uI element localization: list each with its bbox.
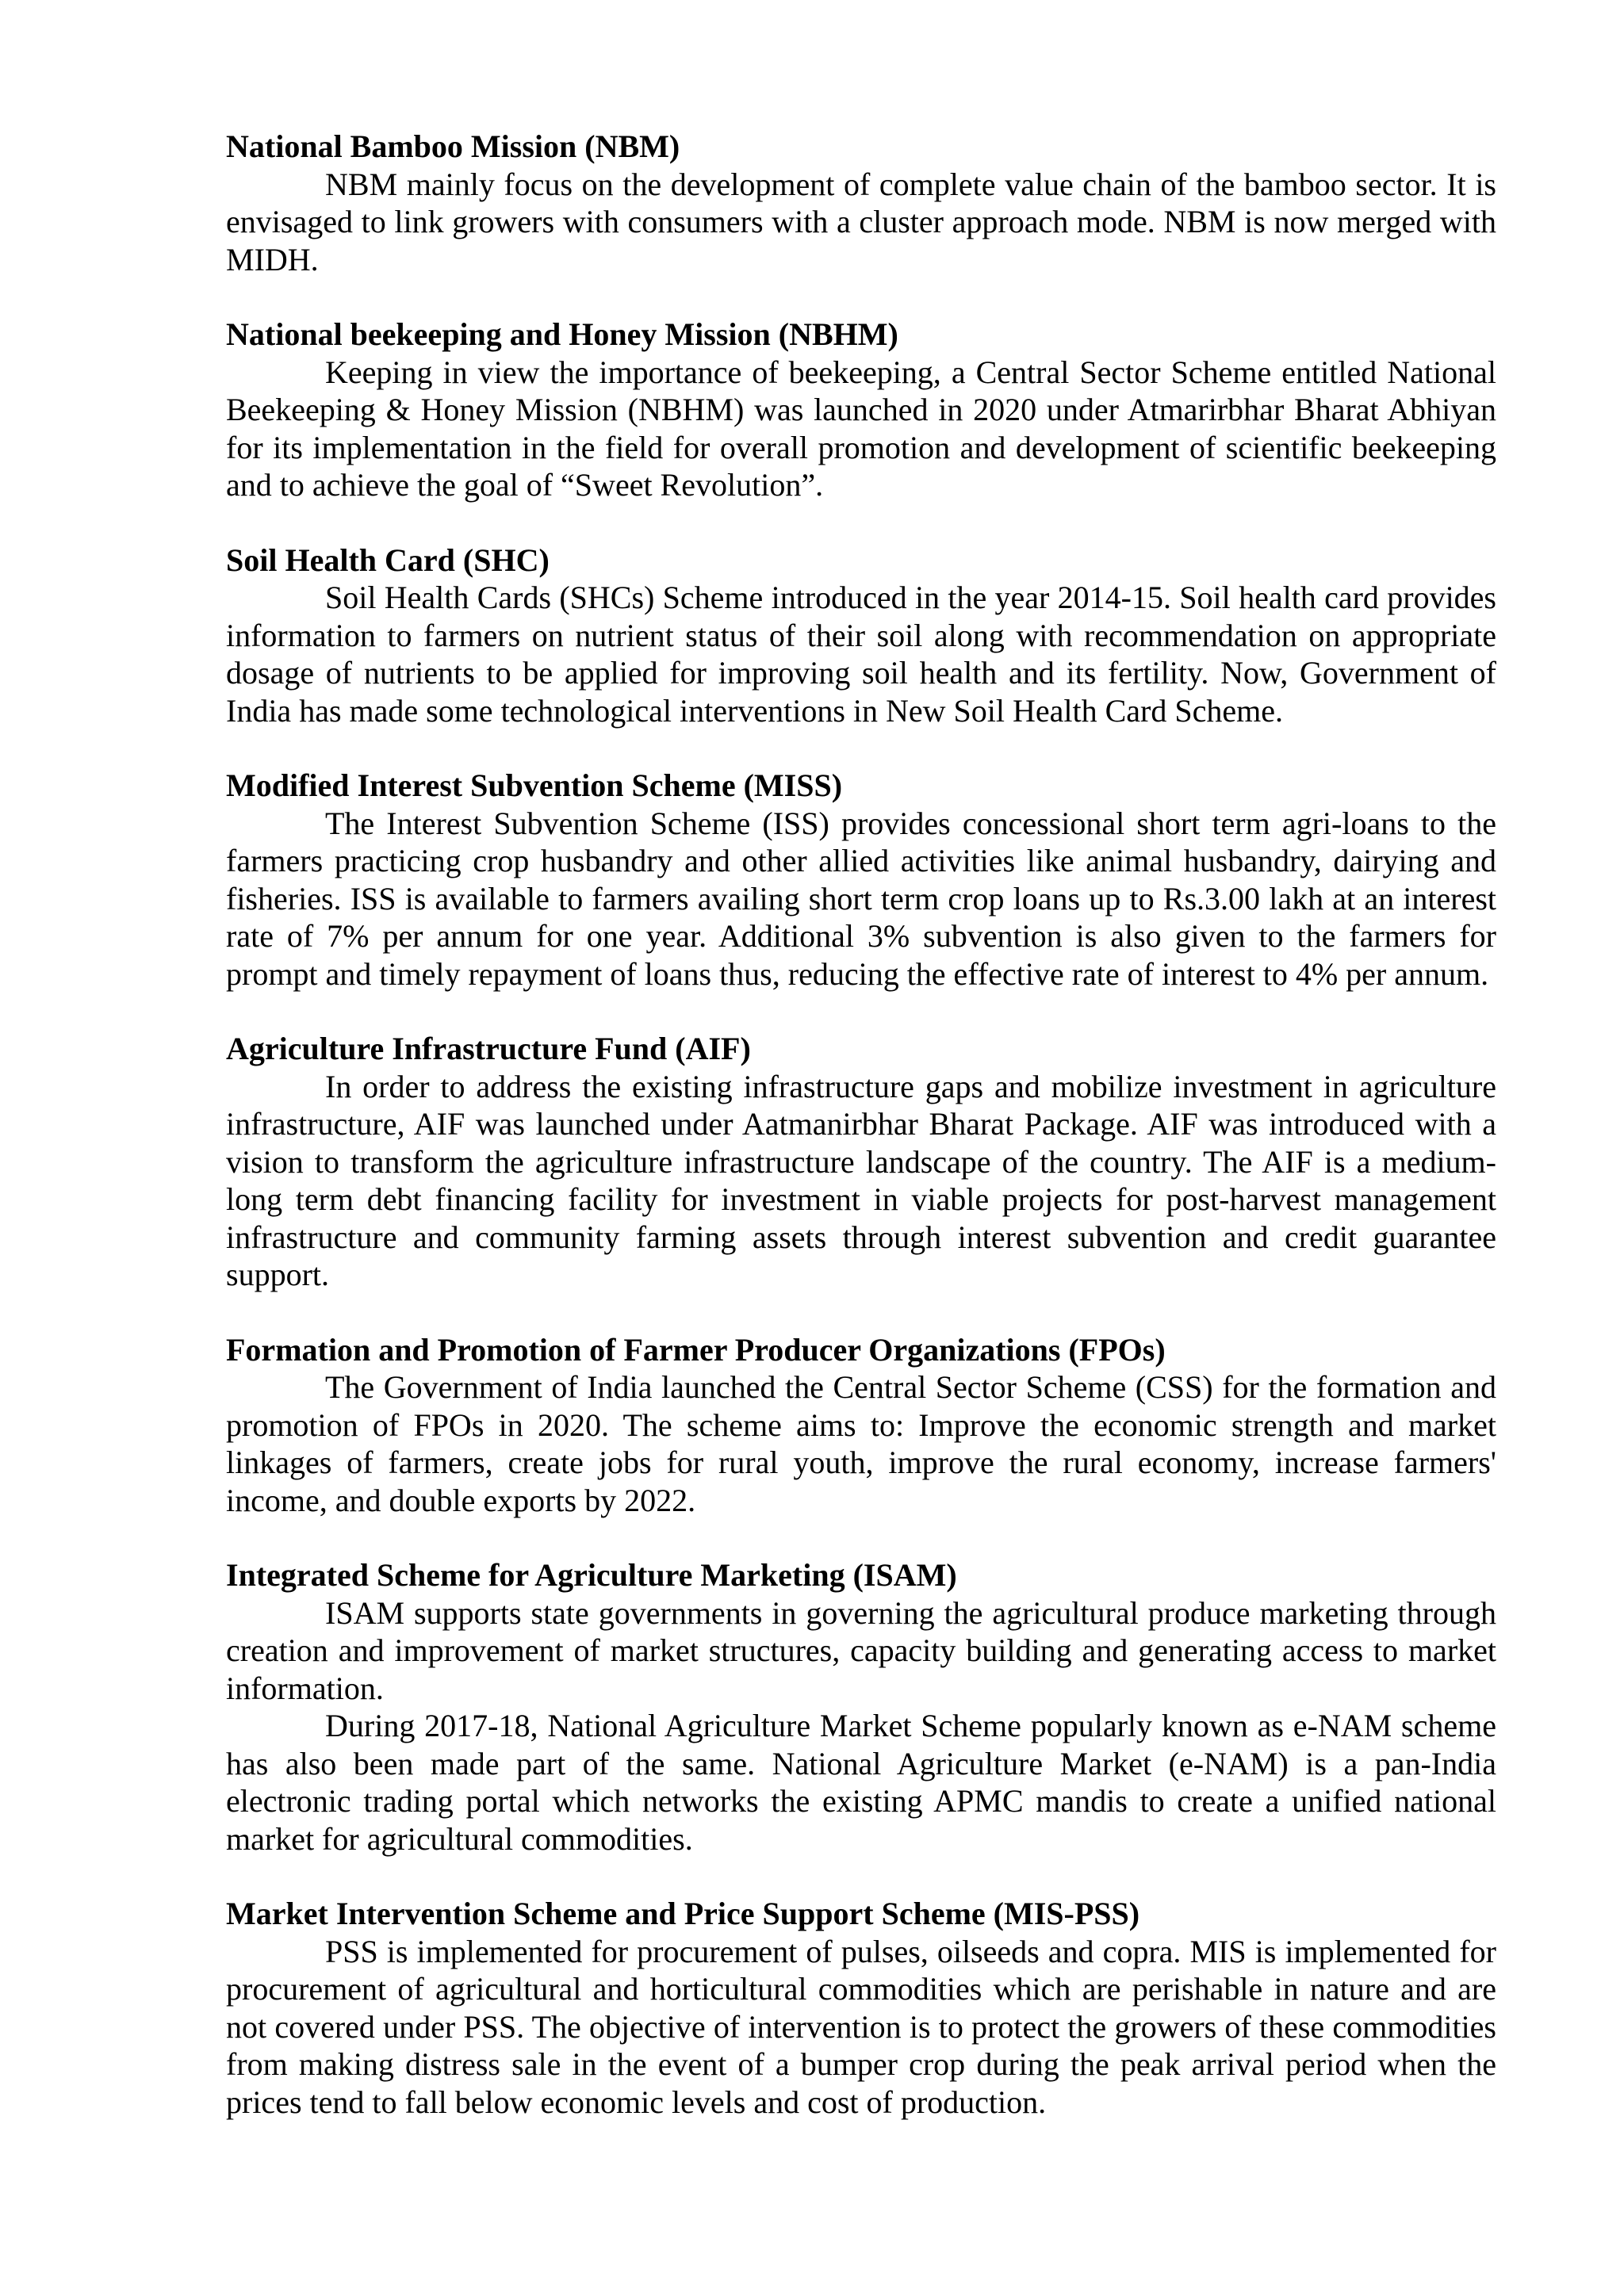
section-heading: Soil Health Card (SHC): [226, 541, 550, 578]
section-paragraph: ISAM supports state governments in governing the agricultural produce marketing through creation and improvement of market structures, capacity building and generating access to market information.: [226, 1594, 1496, 1706]
section-isam: [226, 1556, 1496, 1858]
section-paragraph: The Government of India launched the Central Sector Scheme (CSS) for the formation and promotion of FPOs in 2020. The scheme aims to: Improve the economic strength and market linkages of farmers, create jobs for rural youth, improve the rural economy, increase farmers' income, and double exports by 2022.: [226, 1369, 1496, 1518]
section-heading: Integrated Scheme for Agriculture Marketing (ISAM): [226, 1557, 957, 1593]
section-paragraph: NBM mainly focus on the development of complete value chain of the bamboo sector. It is envisaged to link growers with consumers with a cluster approach mode. NBM is now merged with MIDH.: [226, 166, 1496, 277]
section-miss: [226, 767, 1496, 993]
section-paragraph: During 2017-18, National Agriculture Market Scheme popularly known as e-NAM scheme has also been made part of the same. National Agriculture Market (e-NAM) is a pan-India electronic trading portal which networks the existing APMC mandis to create a unified national market for agricultural commodities.: [226, 1708, 1496, 1857]
section-heading: Agriculture Infrastructure Fund (AIF): [226, 1031, 751, 1066]
section-mis-pss: [226, 1895, 1496, 2121]
section-paragraph: Soil Health Cards (SHCs) Scheme introduced in the year 2014-15. Soil health card provides information to farmers on nutrient status of their soil along with recommendation on appropriate dosage of nutrients to be applied for improving soil health and its fertility. Now, Government of India has made some technological interventions in New Soil Health Card Scheme.: [226, 580, 1496, 729]
section-heading: National Bamboo Mission (NBM): [226, 128, 680, 164]
section-paragraph: The Interest Subvention Scheme (ISS) provides concessional short term agri-loans to the farmers practicing crop husbandry and other allied activities like animal husbandry, dairying and fisheries. ISS is available to farmers availing short term crop loans up to Rs.3.00 lakh at an interest rate of 7% per annum for one year. Additional 3% subvention is also given to the farmers for prompt and timely repayment of loans thus, reducing the effective rate of interest to 4% per annum.: [226, 805, 1496, 992]
section-aif: [226, 1030, 1496, 1294]
section-heading: Formation and Promotion of Farmer Producer Organizations (FPOs): [226, 1331, 1166, 1368]
section-heading: National beekeeping and Honey Mission (NBHM): [226, 316, 898, 352]
section-heading: Modified Interest Subvention Scheme (MISS): [226, 767, 843, 803]
section-nbm: [226, 128, 1496, 278]
section-fpo: [226, 1331, 1496, 1520]
section-shc: [226, 541, 1496, 730]
section-paragraph: PSS is implemented for procurement of pulses, oilseeds and copra. MIS is implemented for procurement of agricultural and horticultural commodities which are perishable in nature and are not covered under PSS. The objective of intervention is to protect the growers of these commodities from making distress sale in the event of a bumper crop during the peak arrival period when the prices tend to fall below economic levels and cost of production.: [226, 1933, 1496, 2120]
section-nbhm: [226, 316, 1496, 504]
section-paragraph: In order to address the existing infrastructure gaps and mobilize investment in agriculture infrastructure, AIF was launched under Aatmanirbhar Bharat Package. AIF was introduced with a vision to transform the agriculture infrastructure landscape of the country. The AIF is a medium-long term debt financing facility for investment in viable projects for post-harvest management infrastructure and community farming assets through interest subvention and credit guarantee support.: [226, 1068, 1496, 1292]
section-paragraph: Keeping in view the importance of beekeeping, a Central Sector Scheme entitled National Beekeeping & Honey Mission (NBHM) was launched in 2020 under Atmarirbhar Bharat Abhiyan for its implementation in the field for overall promotion and development of scientific beekeeping and to achieve the goal of “Sweet Revolution”.: [226, 354, 1496, 503]
document-page: [226, 128, 1496, 2158]
section-heading: Market Intervention Scheme and Price Support Scheme (MIS-PSS): [226, 1896, 1140, 1931]
